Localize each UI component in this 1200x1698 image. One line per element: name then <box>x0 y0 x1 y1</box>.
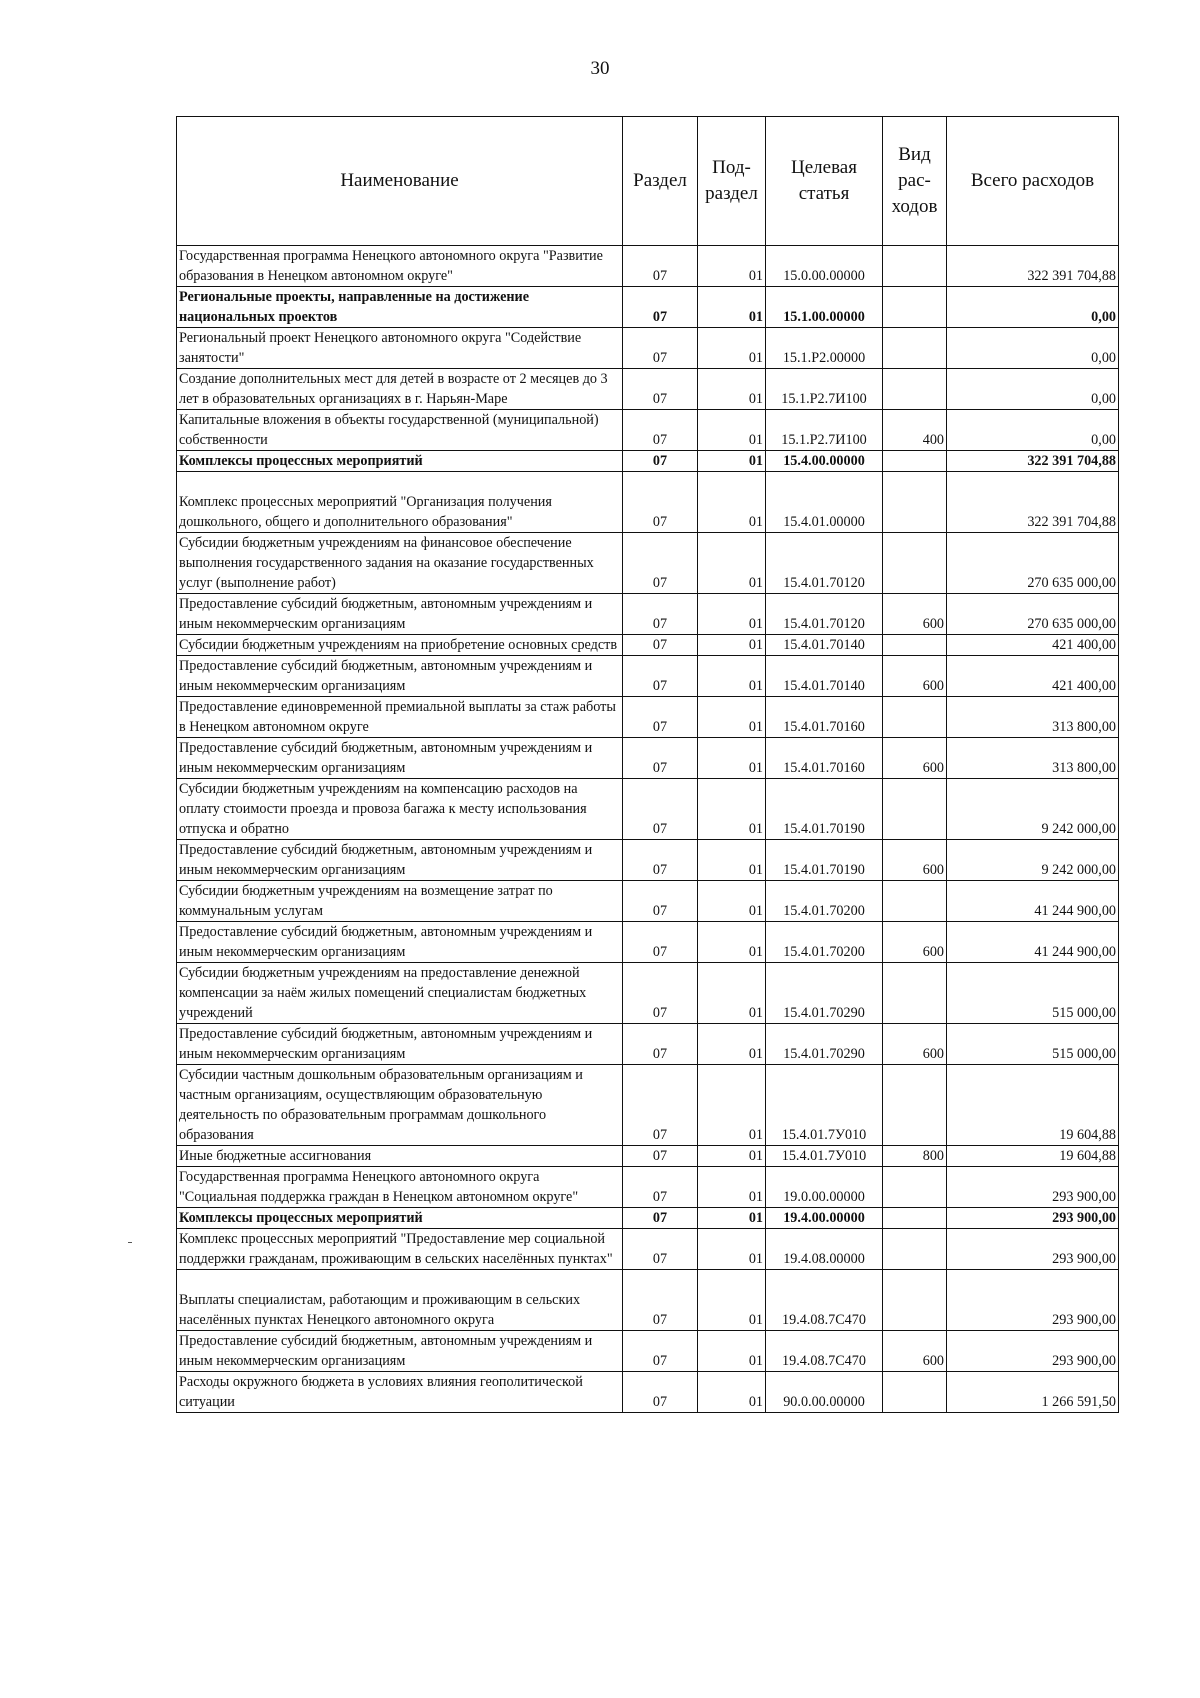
cell-type: 600 <box>883 656 947 697</box>
cell-total: 322 391 704,88 <box>947 451 1119 472</box>
cell-total: 293 900,00 <box>947 1331 1119 1372</box>
cell-type: 600 <box>883 594 947 635</box>
cell-section: 07 <box>623 1331 698 1372</box>
cell-subsection: 01 <box>698 697 766 738</box>
cell-subsection: 01 <box>698 1270 766 1331</box>
cell-type <box>883 533 947 594</box>
table-row <box>177 287 1119 328</box>
cell-type <box>883 1167 947 1208</box>
cell-type <box>883 1270 947 1331</box>
cell-type: 800 <box>883 1146 947 1167</box>
cell-section: 07 <box>623 594 698 635</box>
cell-name: Субсидии частным дошкольным образовательным организациям и частным организациям, осуществляющим образовательную деятельность по образовательным программам дошкольного образования <box>177 1065 623 1146</box>
cell-type: 600 <box>883 1024 947 1065</box>
header-target: Целевая статья <box>766 117 883 246</box>
cell-section: 07 <box>623 1229 698 1270</box>
cell-total: 19 604,88 <box>947 1065 1119 1146</box>
cell-target: 15.4.01.70160 <box>766 738 883 779</box>
cell-target: 15.1.Р2.7И100 <box>766 369 883 410</box>
cell-section: 07 <box>623 635 698 656</box>
cell-name: Региональный проект Ненецкого автономного округа "Содействие занятости" <box>177 328 623 369</box>
cell-type: 600 <box>883 738 947 779</box>
cell-section: 07 <box>623 287 698 328</box>
table-row <box>177 1372 1119 1413</box>
cell-name: Предоставление субсидий бюджетным, автономным учреждениям и иным некоммерческим организациям <box>177 840 623 881</box>
cell-type <box>883 779 947 840</box>
cell-name: Комплекс процессных мероприятий "Предоставление мер социальной поддержки гражданам, проживающим в сельских населённых пунктах" <box>177 1229 623 1270</box>
cell-target: 19.4.08.7С470 <box>766 1270 883 1331</box>
cell-subsection: 01 <box>698 1331 766 1372</box>
table-row <box>177 779 1119 840</box>
cell-subsection: 01 <box>698 1372 766 1413</box>
table-row <box>177 922 1119 963</box>
cell-subsection: 01 <box>698 635 766 656</box>
header-section: Раздел <box>623 117 698 246</box>
budget-table <box>176 116 1119 1413</box>
table-row <box>177 328 1119 369</box>
cell-total: 0,00 <box>947 287 1119 328</box>
cell-total: 293 900,00 <box>947 1229 1119 1270</box>
cell-name: Предоставление субсидий бюджетным, автономным учреждениям и иным некоммерческим организациям <box>177 594 623 635</box>
cell-target: 15.4.01.7У010 <box>766 1065 883 1146</box>
table-row <box>177 1024 1119 1065</box>
table-row <box>177 369 1119 410</box>
cell-subsection: 01 <box>698 451 766 472</box>
cell-subsection: 01 <box>698 1146 766 1167</box>
cell-target: 15.1.Р2.00000 <box>766 328 883 369</box>
cell-total: 421 400,00 <box>947 635 1119 656</box>
cell-subsection: 01 <box>698 287 766 328</box>
cell-total: 293 900,00 <box>947 1270 1119 1331</box>
cell-type: 400 <box>883 410 947 451</box>
cell-section: 07 <box>623 963 698 1024</box>
cell-target: 15.4.01.70200 <box>766 922 883 963</box>
cell-name: Иные бюджетные ассигнования <box>177 1146 623 1167</box>
cell-name: Субсидии бюджетным учреждениям на приобретение основных средств <box>177 635 623 656</box>
cell-target: 19.4.08.7С470 <box>766 1331 883 1372</box>
cell-section: 07 <box>623 738 698 779</box>
margin-mark <box>128 1242 132 1243</box>
cell-name: Субсидии бюджетным учреждениям на финансовое обеспечение выполнения государственного задания на оказание государственных услуг (выполнение работ) <box>177 533 623 594</box>
cell-total: 515 000,00 <box>947 963 1119 1024</box>
table-row <box>177 1229 1119 1270</box>
cell-total: 293 900,00 <box>947 1208 1119 1229</box>
cell-total: 9 242 000,00 <box>947 840 1119 881</box>
cell-total: 0,00 <box>947 328 1119 369</box>
cell-target: 19.4.08.00000 <box>766 1229 883 1270</box>
table-row <box>177 738 1119 779</box>
cell-type <box>883 287 947 328</box>
cell-section: 07 <box>623 881 698 922</box>
cell-section: 07 <box>623 1024 698 1065</box>
cell-target: 15.4.01.70290 <box>766 1024 883 1065</box>
table-row <box>177 1331 1119 1372</box>
cell-subsection: 01 <box>698 963 766 1024</box>
cell-target: 15.4.01.70160 <box>766 697 883 738</box>
cell-subsection: 01 <box>698 1065 766 1146</box>
cell-subsection: 01 <box>698 840 766 881</box>
cell-section: 07 <box>623 328 698 369</box>
table-body <box>177 246 1119 1413</box>
cell-type <box>883 246 947 287</box>
cell-section: 07 <box>623 1065 698 1146</box>
cell-section: 07 <box>623 656 698 697</box>
cell-section: 07 <box>623 410 698 451</box>
cell-section: 07 <box>623 451 698 472</box>
cell-total: 41 244 900,00 <box>947 881 1119 922</box>
cell-subsection: 01 <box>698 410 766 451</box>
cell-type <box>883 451 947 472</box>
cell-name: Государственная программа Ненецкого автономного округа "Социальная поддержка граждан в Ненецком автономном округе" <box>177 1167 623 1208</box>
cell-type <box>883 697 947 738</box>
cell-section: 07 <box>623 697 698 738</box>
cell-total: 313 800,00 <box>947 738 1119 779</box>
cell-section: 07 <box>623 922 698 963</box>
cell-target: 15.4.00.00000 <box>766 451 883 472</box>
cell-type <box>883 472 947 533</box>
cell-type: 600 <box>883 1331 947 1372</box>
cell-target: 15.4.01.70120 <box>766 594 883 635</box>
cell-total: 313 800,00 <box>947 697 1119 738</box>
cell-section: 07 <box>623 1167 698 1208</box>
cell-subsection: 01 <box>698 656 766 697</box>
cell-total: 293 900,00 <box>947 1167 1119 1208</box>
cell-total: 322 391 704,88 <box>947 472 1119 533</box>
cell-subsection: 01 <box>698 246 766 287</box>
cell-type <box>883 881 947 922</box>
cell-type <box>883 963 947 1024</box>
cell-name: Комплексы процессных мероприятий <box>177 451 623 472</box>
cell-target: 15.4.01.7У010 <box>766 1146 883 1167</box>
cell-section: 07 <box>623 369 698 410</box>
cell-name: Субсидии бюджетным учреждениям на возмещение затрат по коммунальным услугам <box>177 881 623 922</box>
cell-section: 07 <box>623 246 698 287</box>
cell-subsection: 01 <box>698 1208 766 1229</box>
cell-target: 15.4.01.70290 <box>766 963 883 1024</box>
table-row <box>177 1270 1119 1331</box>
cell-subsection: 01 <box>698 594 766 635</box>
cell-target: 15.4.01.70190 <box>766 779 883 840</box>
table-row <box>177 1146 1119 1167</box>
cell-name: Расходы окружного бюджета в условиях влияния геополитической ситуации <box>177 1372 623 1413</box>
cell-section: 07 <box>623 1208 698 1229</box>
cell-total: 270 635 000,00 <box>947 533 1119 594</box>
cell-subsection: 01 <box>698 922 766 963</box>
cell-type <box>883 1065 947 1146</box>
table-header-row <box>177 117 1119 246</box>
cell-type <box>883 635 947 656</box>
table-row <box>177 881 1119 922</box>
header-type: Вид рас-ходов <box>883 117 947 246</box>
cell-name: Предоставление субсидий бюджетным, автономным учреждениям и иным некоммерческим организациям <box>177 1331 623 1372</box>
cell-target: 19.4.00.00000 <box>766 1208 883 1229</box>
cell-target: 15.4.01.70140 <box>766 635 883 656</box>
cell-total: 421 400,00 <box>947 656 1119 697</box>
cell-subsection: 01 <box>698 472 766 533</box>
cell-type <box>883 1208 947 1229</box>
cell-section: 07 <box>623 779 698 840</box>
cell-section: 07 <box>623 472 698 533</box>
page-number: 30 <box>590 58 610 79</box>
cell-name: Создание дополнительных мест для детей в возрасте от 2 месяцев до 3 лет в образовательных организациях в г. Нарьян-Маре <box>177 369 623 410</box>
cell-target: 90.0.00.00000 <box>766 1372 883 1413</box>
table-row <box>177 410 1119 451</box>
cell-name: Комплексы процессных мероприятий <box>177 1208 623 1229</box>
cell-type <box>883 328 947 369</box>
cell-total: 41 244 900,00 <box>947 922 1119 963</box>
table-row <box>177 635 1119 656</box>
header-subsection: Под-раздел <box>698 117 766 246</box>
cell-subsection: 01 <box>698 328 766 369</box>
cell-section: 07 <box>623 1372 698 1413</box>
table-row <box>177 840 1119 881</box>
table-row <box>177 963 1119 1024</box>
table-row <box>177 697 1119 738</box>
cell-name: Предоставление субсидий бюджетным, автономным учреждениям и иным некоммерческим организациям <box>177 738 623 779</box>
cell-target: 15.1.Р2.7И100 <box>766 410 883 451</box>
cell-target: 19.0.00.00000 <box>766 1167 883 1208</box>
cell-name: Региональные проекты, направленные на достижение национальных проектов <box>177 287 623 328</box>
table-row <box>177 656 1119 697</box>
cell-total: 1 266 591,50 <box>947 1372 1119 1413</box>
cell-total: 270 635 000,00 <box>947 594 1119 635</box>
cell-section: 07 <box>623 840 698 881</box>
cell-name: Субсидии бюджетным учреждениям на компенсацию расходов на оплату стоимости проезда и провоза багажа к месту использования отпуска и обратно <box>177 779 623 840</box>
cell-target: 15.4.01.70200 <box>766 881 883 922</box>
cell-name: Комплекс процессных мероприятий "Организация получения дошкольного, общего и дополнительного образования" <box>177 472 623 533</box>
cell-section: 07 <box>623 1270 698 1331</box>
cell-target: 15.4.01.00000 <box>766 472 883 533</box>
cell-type <box>883 1372 947 1413</box>
cell-name: Выплаты специалистам, работающим и проживающим в сельских населённых пунктах Ненецкого автономного округа <box>177 1270 623 1331</box>
cell-type <box>883 369 947 410</box>
cell-type: 600 <box>883 922 947 963</box>
cell-name: Предоставление субсидий бюджетным, автономным учреждениям и иным некоммерческим организациям <box>177 922 623 963</box>
cell-target: 15.4.01.70140 <box>766 656 883 697</box>
cell-name: Государственная программа Ненецкого автономного округа "Развитие образования в Ненецком автономном округе" <box>177 246 623 287</box>
table-row <box>177 533 1119 594</box>
table-row <box>177 451 1119 472</box>
cell-target: 15.4.01.70120 <box>766 533 883 594</box>
cell-total: 9 242 000,00 <box>947 779 1119 840</box>
cell-name: Капитальные вложения в объекты государственной (муниципальной) собственности <box>177 410 623 451</box>
cell-subsection: 01 <box>698 779 766 840</box>
cell-type: 600 <box>883 840 947 881</box>
cell-total: 0,00 <box>947 369 1119 410</box>
cell-subsection: 01 <box>698 1167 766 1208</box>
cell-type <box>883 1229 947 1270</box>
cell-total: 322 391 704,88 <box>947 246 1119 287</box>
header-total: Всего расходов <box>947 117 1119 246</box>
table-row <box>177 472 1119 533</box>
cell-subsection: 01 <box>698 738 766 779</box>
cell-total: 0,00 <box>947 410 1119 451</box>
cell-target: 15.0.00.00000 <box>766 246 883 287</box>
cell-section: 07 <box>623 1146 698 1167</box>
cell-section: 07 <box>623 533 698 594</box>
cell-name: Субсидии бюджетным учреждениям на предоставление денежной компенсации за наём жилых помещений специалистам бюджетных учреждений <box>177 963 623 1024</box>
header-name: Наименование <box>177 117 623 246</box>
table-row <box>177 594 1119 635</box>
cell-total: 19 604,88 <box>947 1146 1119 1167</box>
cell-subsection: 01 <box>698 1024 766 1065</box>
cell-total: 515 000,00 <box>947 1024 1119 1065</box>
cell-name: Предоставление субсидий бюджетным, автономным учреждениям и иным некоммерческим организациям <box>177 1024 623 1065</box>
cell-subsection: 01 <box>698 1229 766 1270</box>
cell-name: Предоставление единовременной премиальной выплаты за стаж работы в Ненецком автономном округе <box>177 697 623 738</box>
cell-subsection: 01 <box>698 533 766 594</box>
cell-subsection: 01 <box>698 881 766 922</box>
cell-target: 15.1.00.00000 <box>766 287 883 328</box>
table-row <box>177 1208 1119 1229</box>
cell-subsection: 01 <box>698 369 766 410</box>
cell-target: 15.4.01.70190 <box>766 840 883 881</box>
table-row <box>177 1167 1119 1208</box>
table-row <box>177 246 1119 287</box>
cell-name: Предоставление субсидий бюджетным, автономным учреждениям и иным некоммерческим организациям <box>177 656 623 697</box>
table-row <box>177 1065 1119 1146</box>
